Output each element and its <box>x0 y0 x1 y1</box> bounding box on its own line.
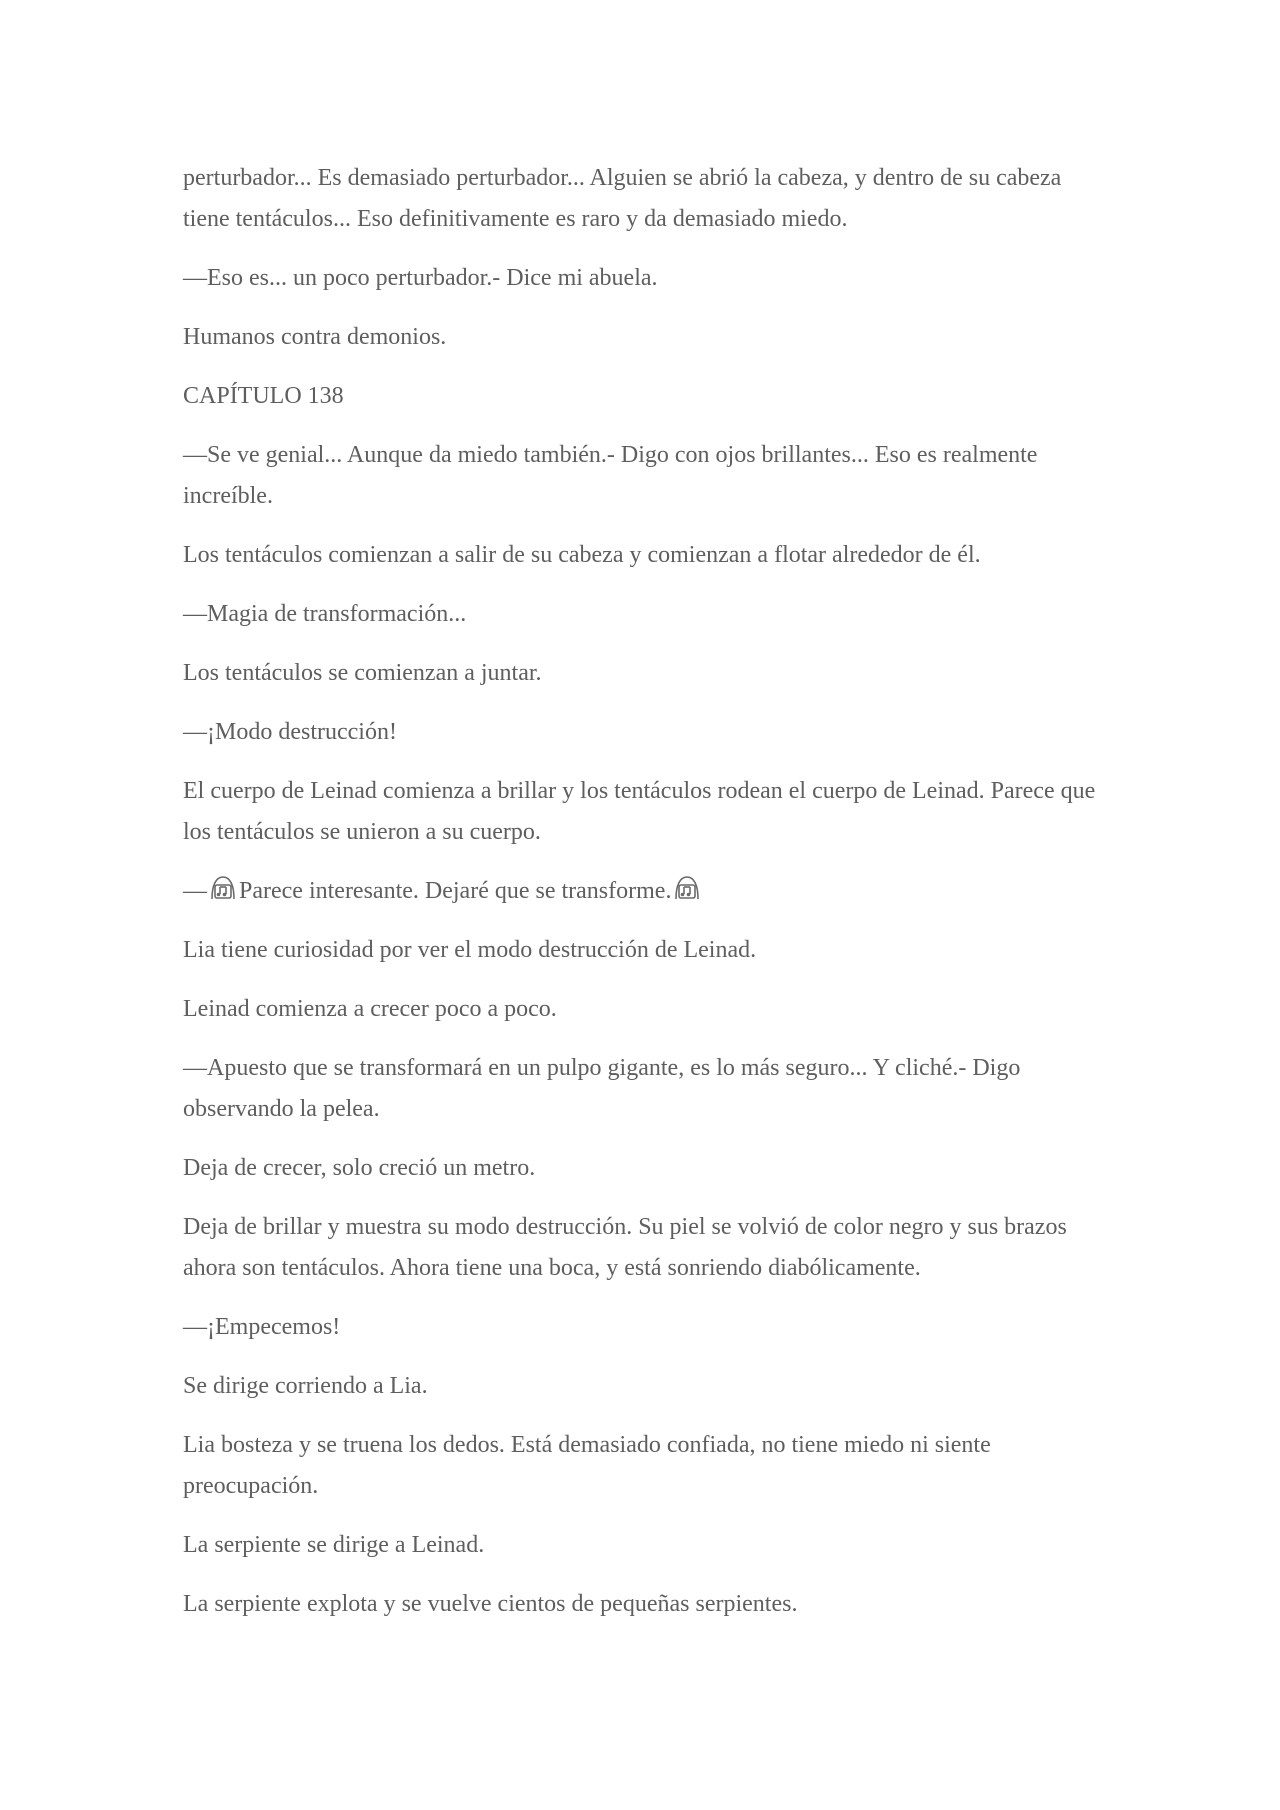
paragraph: Deja de crecer, solo creció un metro. <box>183 1155 536 1181</box>
dialogue-text: Parece interesante. Dejaré que se transforme. <box>239 878 672 904</box>
paragraph: La serpiente explota y se vuelve cientos de pequeñas serpientes. <box>183 1591 798 1617</box>
paragraph: Los tentáculos se comienzan a juntar. <box>183 660 542 686</box>
document-body <box>183 158 1098 1643</box>
music-notes-icon <box>672 873 702 903</box>
chapter-heading: CAPÍTULO 138 <box>183 383 344 409</box>
paragraph: La serpiente se dirige a Leinad. <box>183 1532 485 1558</box>
music-notes-icon <box>208 873 238 903</box>
paragraph: —¡Modo destrucción! <box>183 719 397 745</box>
paragraph: —Eso es... un poco perturbador.- Dice mi abuela. <box>183 265 658 291</box>
paragraph: —Apuesto que se transformará en un pulpo gigante, es lo más seguro... Y cliché.- Digo observando la pelea. <box>183 1055 1021 1122</box>
paragraph: Humanos contra demonios. <box>183 324 447 350</box>
paragraph: Los tentáculos comienzan a salir de su cabeza y comienzan a flotar alrededor de él. <box>183 542 981 568</box>
paragraph: —Se ve genial... Aunque da miedo también.- Digo con ojos brillantes... Eso es realmente increíble. <box>183 442 1038 509</box>
paragraph: Deja de brillar y muestra su modo destrucción. Su piel se volvió de color negro y sus brazos ahora son tentáculos. Ahora tiene una boca, y está sonriendo diabólicamente. <box>183 1214 1067 1281</box>
paragraph: Leinad comienza a crecer poco a poco. <box>183 996 557 1022</box>
paragraph: Se dirige corriendo a Lia. <box>183 1373 428 1399</box>
dialogue-dash: — <box>183 878 207 904</box>
paragraph: Lia bosteza y se truena los dedos. Está demasiado confiada, no tiene miedo ni siente preocupación. <box>183 1432 991 1499</box>
paragraph: El cuerpo de Leinad comienza a brillar y los tentáculos rodean el cuerpo de Leinad. Parece que los tentáculos se unieron a su cuerpo. <box>183 778 1096 845</box>
paragraph: perturbador... Es demasiado perturbador... Alguien se abrió la cabeza, y dentro de su cabeza tiene tentáculos... Eso definitivamente es raro y da demasiado miedo. <box>183 165 1062 232</box>
paragraph: —Magia de transformación... <box>183 601 467 627</box>
paragraph: Lia tiene curiosidad por ver el modo destrucción de Leinad. <box>183 937 757 963</box>
music-dialogue-line <box>183 871 1098 912</box>
paragraph: —¡Empecemos! <box>183 1314 341 1340</box>
